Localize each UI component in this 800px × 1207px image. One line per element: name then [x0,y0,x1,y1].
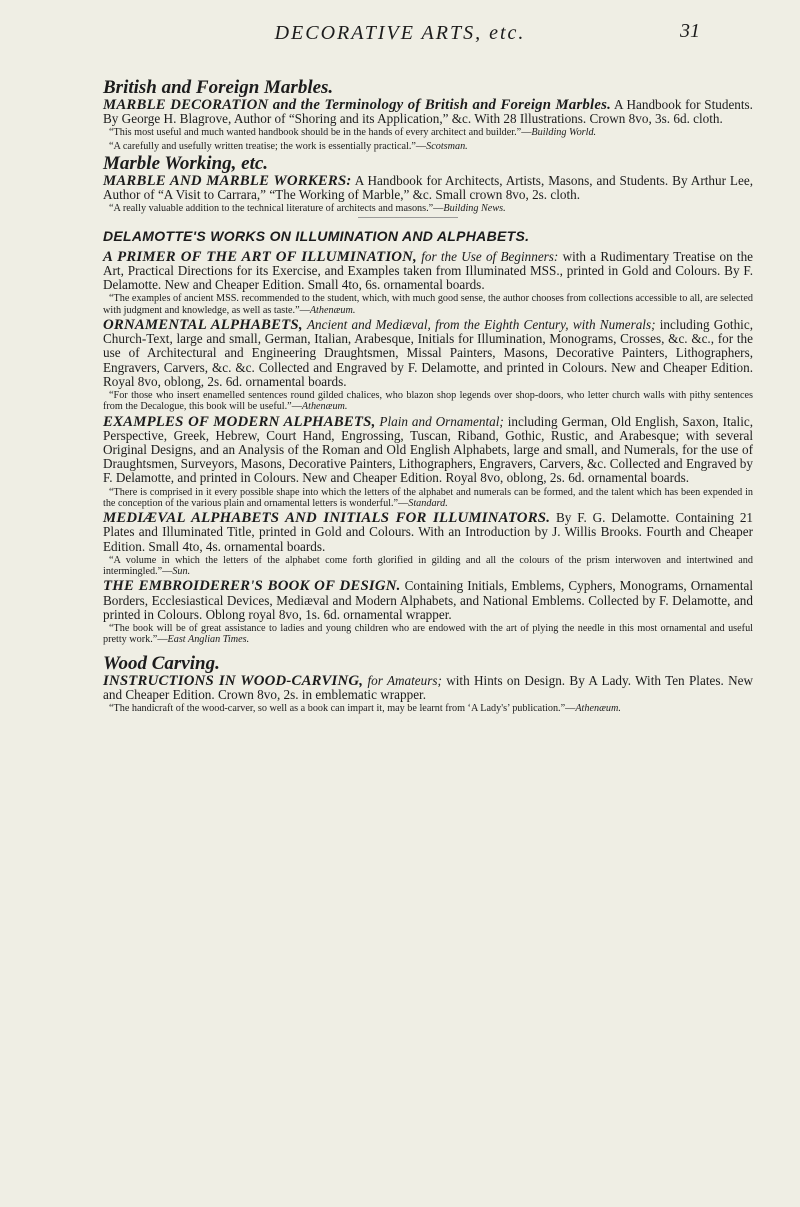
entry-body: with a Rudimentary Treatise on the Art, Practical Directions for its Exercise, and Examples taken from Illuminated MSS., printed in Gold and Colours. By F. Delamotte. New and Cheaper Edition. Small 4to, 6s. ornamental boards. [103,248,754,293]
section-heading-marble-working: Marble Working, etc. [103,153,269,174]
catalogue-content [103,78,753,716]
entry-body: Containing Initials, Emblems, Cyphers, Monograms, Ornamental Borders, Ecclesiastical Devices, Mediæval and Modern Alphabets, and National Emblems. Collected by F. Delamotte, and printed in Colours. Oblong royal 8vo, 1s. 6d. ornamental wrapper. [103,578,753,622]
entry-subtitle: Ancient and Mediæval, from the Eighth Century, with Numerals; [307,316,656,332]
entry-body: including German, Old English, Saxon, Italic, Perspective, Greek, Hebrew, Court Hand, Engrossing, Tuscan, Riband, Gothic, Rustic, and Arabesque; with several Original Designs, and an Analysis of the Roman and Old English Alphabets, large and small, and Numerals, for the use of Draughtsmen, Surveyors, Masons, Decorative Painters, Lithographers, Engravers, Carvers, &c. Collected and Engraved by F. Delamotte, and printed in Colours. New and Cheaper Edition. Royal 8vo, oblong, 2s. 6d. ornamental boards. [103,413,754,486]
catalogue-entry [103,250,753,293]
review-quote: “A carefully and usefully written treatise; the work is essentially practical.”—Scotsman. [109,140,468,152]
review-quote: “There is comprised in it every possible shape into which the letters of the alphabet and numerals can be formed, and the talent which has been expended in the conception of the various plain and ornamental letters is wonderful.”—Standard. [103,486,753,509]
entry-title: MARBLE AND MARBLE WORKERS: [103,173,352,189]
review-quote: “The book will be of great assistance to ladies and young children who are endowed with the art of plying the needle in this most ornamental and useful pretty work.”—East Anglian Times. [103,622,753,646]
entry-subtitle: for the Use of Beginners: [421,248,559,264]
review-quote: “The examples of ancient MSS. recommended to the student, which, with much good sense, the author chooses from collections accessible to all, are selected with judgment and knowledge, as well as taste.”—Athenæum. [103,293,753,316]
catalogue-entry [103,579,753,622]
running-head [0,22,800,56]
entry-body: By F. G. Delamotte. Containing 21 Plates and Illuminated Title, printed in Gold and Colours. With an Introduction by J. Willis Brooks. Fourth and Cheaper Edition. Small 4to, 4s. ornamental boards. [103,510,754,554]
review-quote: “A volume in which the letters of the alphabet come forth glorified in gilding and all the colours of the prism interwoven and intertwined and intermingled.”—Sun. [103,554,753,578]
entry-title: A PRIMER OF THE ART OF ILLUMINATION, [103,248,417,265]
review-quote: “For those who insert enamelled sentences round gilded chalices, who blazon shop legends over shop-doors, who letter church walls with pithy sentences from the Decalogue, this book will be useful.”—Athenæum. [103,389,753,413]
running-title: DECORATIVE ARTS, etc. [274,22,526,44]
entry-subtitle: for Amateurs; [367,672,442,688]
catalogue-entry [103,415,753,486]
review-quote: “A really valuable addition to the technical literature of architects and masons.”—Building News. [109,203,506,215]
catalogue-entry [103,174,753,202]
entry-title: INSTRUCTIONS IN WOOD-CARVING, [103,672,364,689]
section-heading-wood-carving: Wood Carving. [103,652,220,674]
entry-body: A Handbook for Architects, Artists, Masons, and Students. By Arthur Lee, Author of “A Visit to Carrara,” “The Working of Marble,” &c. Small crown 8vo, 2s. cloth. [103,173,753,203]
entry-body: with Hints on Design. By A Lady. With Ten Plates. New and Cheaper Edition. Crown 8vo, 2s. in emblematic wrapper. [103,672,753,702]
catalogue-entry [103,318,753,389]
section-divider [358,217,458,218]
entry-title: ORNAMENTAL ALPHABETS, [103,316,303,333]
review-quote: “This most useful and much wanted handbook should be in the hands of every architect and builder.”—Building World. [109,127,597,139]
entry-title: MEDIÆVAL ALPHABETS AND INITIALS FOR ILLUMINATORS. [103,510,551,527]
review-quote: “The handicraft of the wood-carver, so well as a book can impart it, may be learnt from ‘A Lady's’ publication.”—Athenæum. [109,702,621,714]
entry-title: THE EMBROIDERER'S BOOK OF DESIGN. [103,578,401,595]
entry-title: MARBLE DECORATION and the Terminology of British and Foreign Marbles. [103,97,611,113]
page-number: 31 [680,20,700,42]
entry-body: including Gothic, Church-Text, large and small, German, Italian, Arabesque, Initials for Illumination, Monograms, Crosses, &c. &c., for the use of Architectural and Engineering Draughtsmen, Missal Painters, Masons, Decorative Painters, Lithographers, Engravers, Carvers, &c. &c. Collected and Engraved by F. Delamotte, and printed in Colours. New and Cheaper Edition. Royal 8vo, oblong, 2s. 6d. ornamental boards. [103,316,754,389]
entry-subtitle: Plain and Ornamental; [379,413,504,429]
catalogue-entry [103,674,753,702]
catalogue-entry [103,98,753,126]
entry-body: A Handbook for Students. By George H. Blagrove, Author of “Shoring and its Application,” &c. With 28 Illustrations. Crown 8vo, 3s. 6d. cloth. [103,97,753,127]
entry-title: EXAMPLES OF MODERN ALPHABETS, [103,413,376,430]
section-heading-delamotte: DELAMOTTE'S WORKS ON ILLUMINATION AND ALPHABETS. [103,227,530,244]
catalogue-entry [103,511,753,554]
section-heading-marbles: British and Foreign Marbles. [103,77,334,98]
